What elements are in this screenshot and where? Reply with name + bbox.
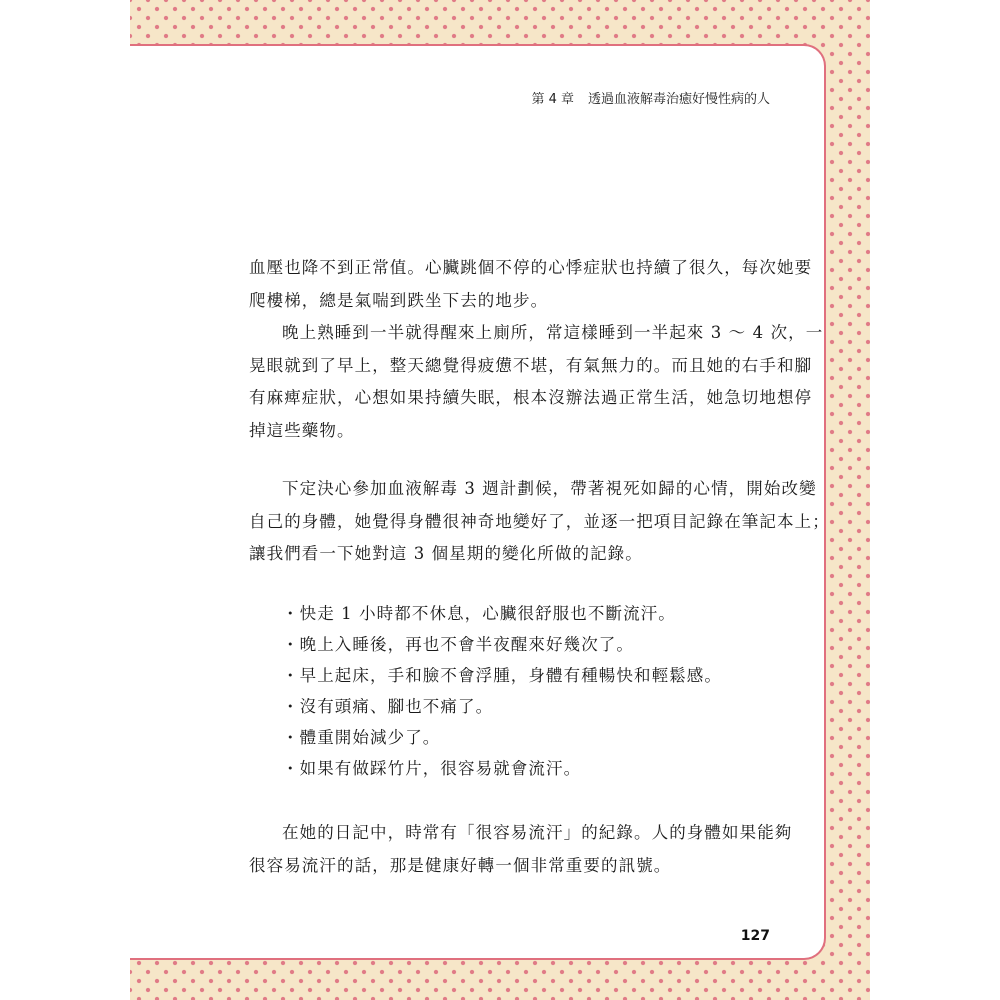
paragraph-line: 讓我們看一下她對這 3 個星期的變化所做的記錄。: [249, 544, 643, 563]
paragraph-line: 掉這些藥物。: [249, 420, 355, 440]
running-head: [300, 88, 770, 107]
paragraph-line: 有麻痺症狀，心想如果持續失眠，根本沒辦法過正常生活，她急切地想停: [249, 388, 813, 407]
paragraph-4: [249, 817, 793, 882]
paragraph-1: [249, 252, 813, 317]
chapter-title: 透過血液解毒治癒好慢性病的人: [587, 92, 770, 107]
paragraph-line: 血壓也降不到正常值。心臟跳個不停的心悸症狀也持續了很久，每次她要: [249, 258, 813, 277]
paragraph-line: 很容易流汗的話，那是健康好轉一個非常重要的訊號。: [249, 855, 672, 875]
paragraph-2: [249, 317, 824, 447]
paragraph-line: 下定決心參加血液解毒 3 週計劃候，帶著視死如歸的心情，開始改變: [282, 479, 817, 498]
list-item: ・晚上入睡後，再也不會半夜醒來好幾次了。: [282, 635, 634, 654]
bullet-list: [249, 598, 774, 784]
paragraph-line: 晚上熟睡到一半就得醒來上廁所，常這樣睡到一半起來 3 ～ 4 次，一: [282, 323, 824, 342]
paragraph-3: [249, 473, 830, 571]
paragraph-line: 晃眼就到了早上，整天總覺得疲憊不堪，有氣無力的。而且她的右手和腳: [249, 355, 813, 375]
list-item: ・早上起床，手和臉不會浮腫，身體有種暢快和輕鬆感。: [282, 666, 722, 685]
paragraph-line: 爬樓梯，總是氣喘到跌坐下去的地步。: [249, 290, 549, 310]
list-item: ・如果有做踩竹片，很容易就會流汗。: [282, 759, 582, 778]
chapter-label: 第 4 章: [531, 92, 574, 107]
list-item: ・快走 1 小時都不休息，心臟很舒服也不斷流汗。: [282, 604, 676, 623]
page-number: 127: [740, 928, 770, 944]
paragraph-line: 自己的身體，她覺得身體很神奇地變好了，並逐一把項目記錄在筆記本上；: [249, 511, 830, 531]
list-item: ・體重開始減少了。: [282, 728, 441, 747]
list-item: ・沒有頭痛、腳也不痛了。: [282, 697, 494, 716]
paragraph-line: 在她的日記中，時常有「很容易流汗」的紀錄。人的身體如果能夠: [282, 823, 793, 842]
